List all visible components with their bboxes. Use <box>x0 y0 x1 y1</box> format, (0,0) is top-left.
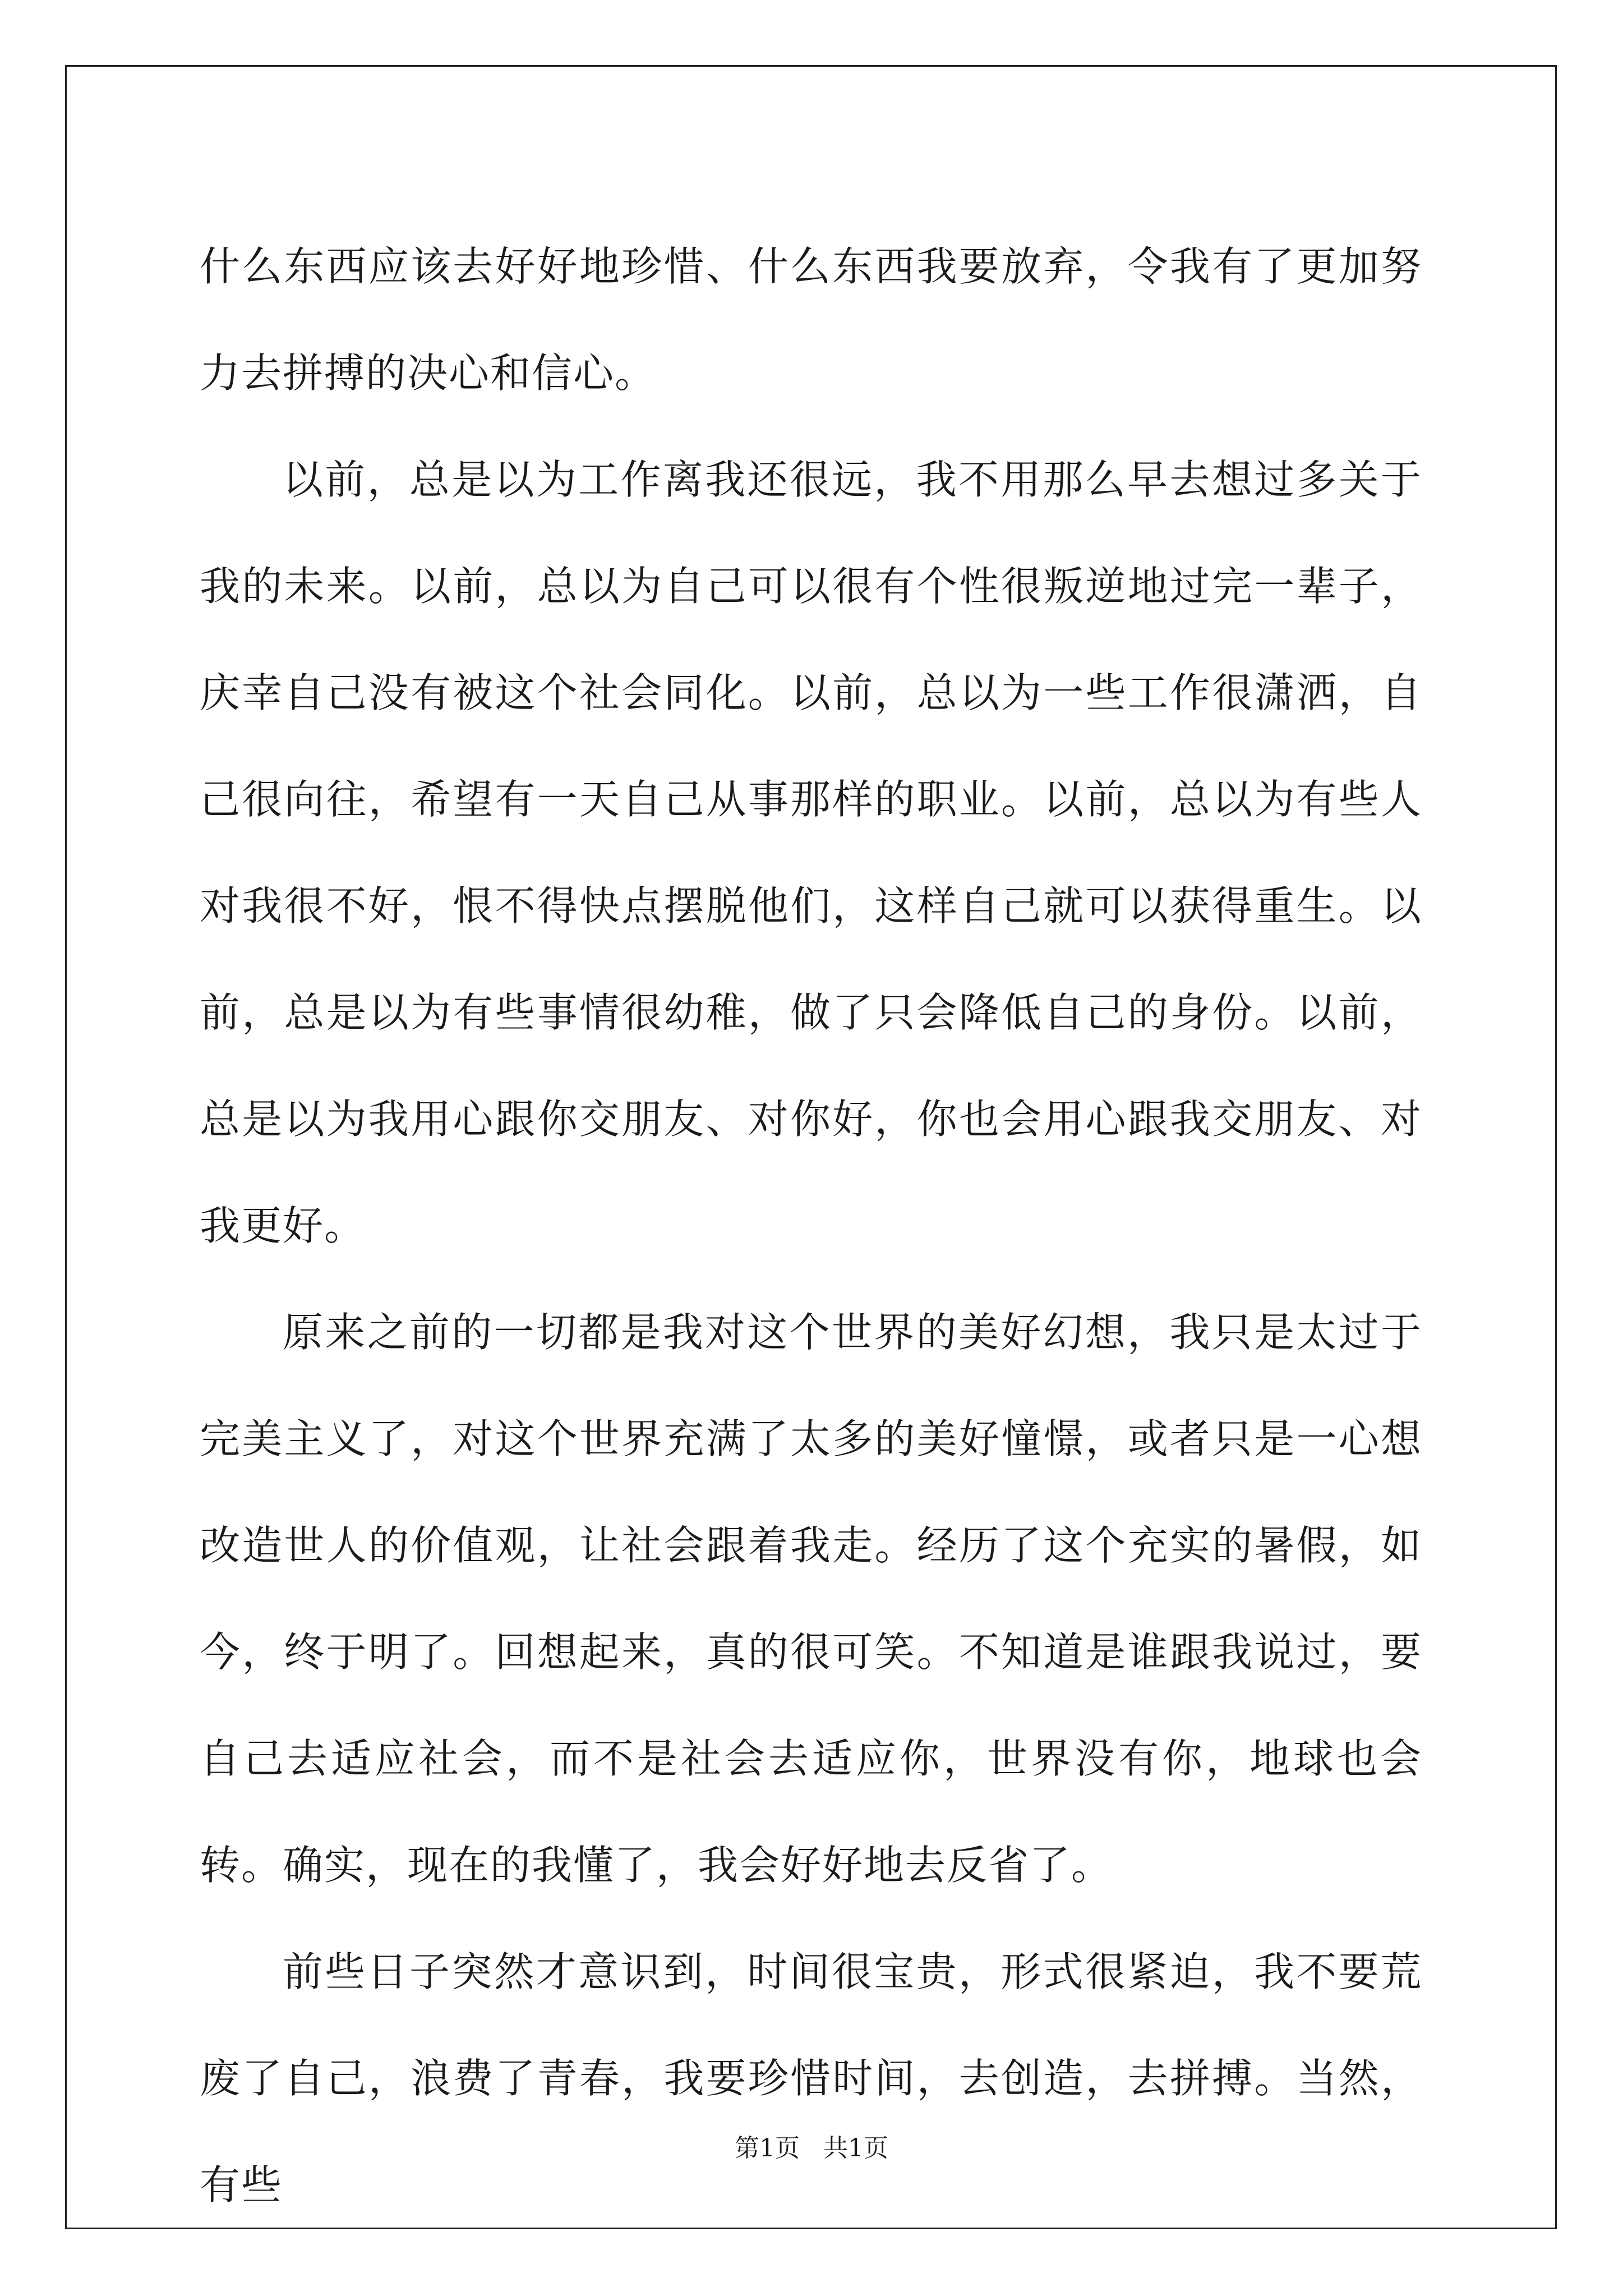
paragraph-2: 以前，总是以为工作离我还很远，我不用那么早去想过多关于我的未来。以前，总以为自己可以很有个性很叛逆地过完一辈子，庆幸自己没有被这个社会同化。以前，总以为一些工作很潇洒，自己很向往，希望有一天自己从事那样的职业。以前，总以为有些人对我很不好，恨不得快点摆脱他们，这样自己就可以获得重生。以前，总是以为有些事情很幼稚，做了只会降低自己的身份。以前，总是以为我用心跟你交朋友、对你好，你也会用心跟我交朋友、对我更好。 <box>200 456 1422 1249</box>
paragraph-3: 原来之前的一切都是我对这个世界的美好幻想，我只是太过于完美主义了，对这个世界充满了太多的美好憧憬，或者只是一心想改造世人的价值观，让社会跟着我走。经历了这个充实的暑假，如今，终于明了。回想起来，真的很可笑。不知道是谁跟我说过，要自己去适应社会，而不是社会去适应你，世界没有你，地球也会转。确实，现在的我懂了，我会好好地去反省了。 <box>200 1309 1422 1889</box>
paragraph-4: 前些日子突然才意识到，时间很宝贵，形式很紧迫，我不要荒废了自己，浪费了青春，我要珍惜时间，去创造，去拼搏。当然，有些 <box>200 1948 1422 2208</box>
page-number: 第1页 <box>735 2134 800 2162</box>
page-total: 共1页 <box>823 2134 888 2162</box>
footer-separator <box>800 2134 823 2162</box>
paragraph-1: 什么东西应该去好好地珍惜、什么东西我要放弃，令我有了更加努力去拼搏的决心和信心。 <box>200 243 1422 397</box>
page-footer <box>0 2132 1623 2165</box>
document-body <box>200 213 1422 2238</box>
